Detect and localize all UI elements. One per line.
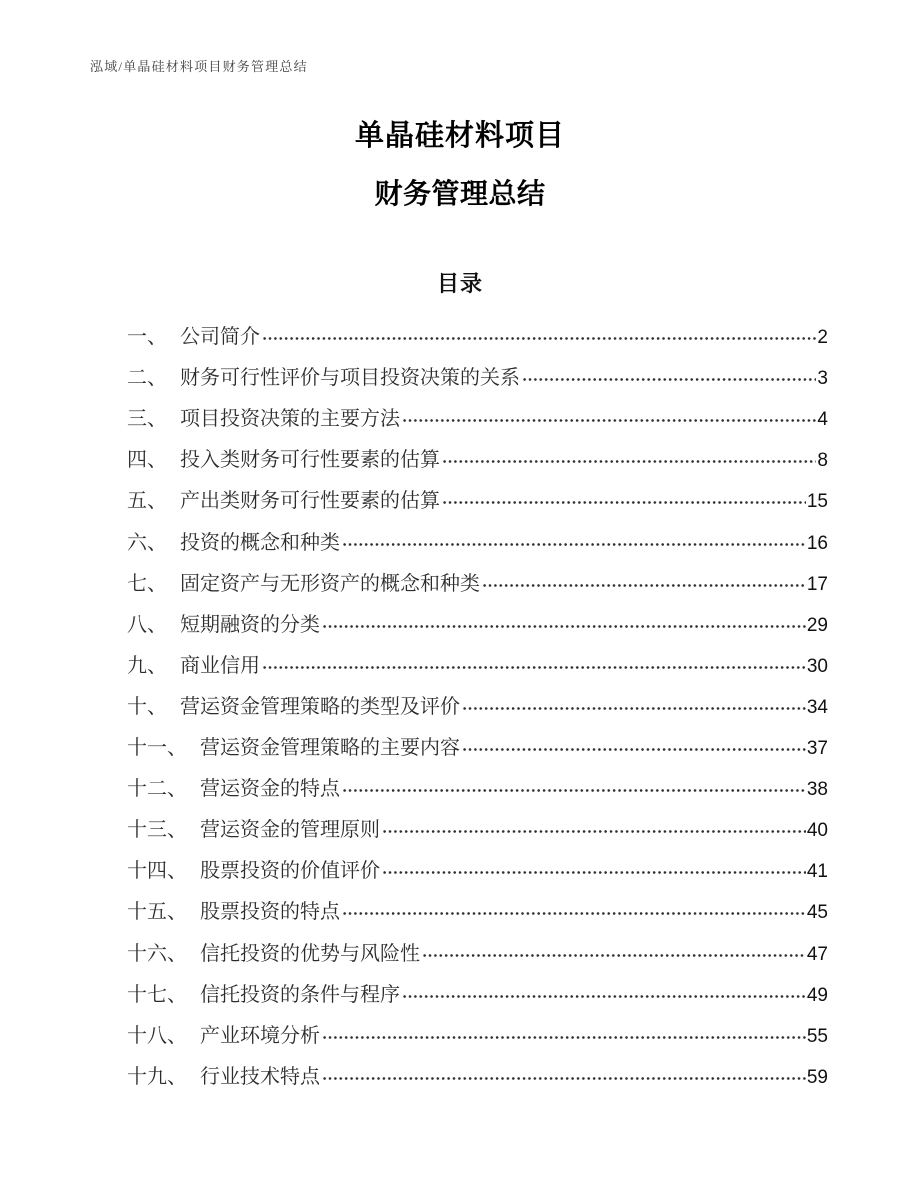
toc-entry-page-number: 34 [806, 696, 828, 718]
toc-entry-title: 短期融资的分类 [180, 613, 320, 636]
toc-entry-page-number: 16 [806, 532, 828, 554]
toc-entry-title: 公司简介 [180, 326, 260, 349]
document-title-line1: 单晶硅材料项目 [354, 120, 565, 152]
toc-entry-title: 产出类财务可行性要素的估算 [180, 490, 440, 513]
toc-entry[interactable] [127, 393, 828, 434]
toc-entry-title: 营运资金的特点 [200, 778, 340, 801]
toc-entry[interactable] [127, 722, 828, 763]
toc-entry-page-number: 59 [806, 1066, 828, 1088]
toc-entry-page-number: 37 [806, 738, 828, 760]
toc-dotted-leader [383, 829, 806, 834]
toc-dotted-leader [263, 665, 806, 670]
toc-entry-page-number: 47 [806, 943, 828, 965]
toc-entry-number: 十三、 [127, 819, 187, 842]
toc-entry-page-number: 49 [806, 984, 828, 1006]
toc-entry-page-number: 41 [806, 861, 828, 883]
toc-entry-title: 营运资金管理策略的类型及评价 [180, 695, 460, 718]
toc-list [127, 311, 828, 1092]
toc-heading: 目录 [436, 271, 483, 296]
toc-dotted-leader [423, 953, 806, 958]
toc-entry-number: 十七、 [127, 983, 187, 1006]
toc-entry-page-number: 29 [806, 614, 828, 636]
toc-entry-title: 投入类财务可行性要素的估算 [180, 449, 440, 472]
toc-entry-page-number: 40 [806, 820, 828, 842]
toc-dotted-leader [323, 624, 806, 629]
toc-entry-number: 五、 [127, 490, 167, 513]
toc-entry-number: 十四、 [127, 860, 187, 883]
toc-entry-page-number: 55 [806, 1025, 828, 1047]
toc-entry[interactable] [127, 311, 828, 352]
toc-entry[interactable] [127, 845, 828, 886]
toc-entry-page-number: 17 [806, 573, 828, 595]
toc-dotted-leader [463, 747, 806, 752]
toc-entry-number: 十八、 [127, 1024, 187, 1047]
toc-dotted-leader [463, 706, 806, 711]
toc-entry[interactable] [127, 927, 828, 968]
toc-entry-page-number: 4 [817, 409, 828, 431]
toc-entry[interactable] [127, 886, 828, 927]
toc-dotted-leader [403, 418, 816, 423]
toc-entry-number: 十五、 [127, 901, 187, 924]
toc-dotted-leader [343, 911, 806, 916]
toc-entry-page-number: 3 [817, 368, 828, 390]
toc-dotted-leader [443, 500, 806, 505]
toc-entry-title: 营运资金的管理原则 [200, 819, 380, 842]
toc-entry[interactable] [127, 558, 828, 599]
toc-dotted-leader [343, 788, 806, 793]
toc-dotted-leader [383, 870, 806, 875]
toc-dotted-leader [343, 542, 806, 547]
toc-dotted-leader [323, 1035, 806, 1040]
toc-entry-number: 十一、 [127, 737, 187, 760]
toc-entry-title: 固定资产与无形资产的概念和种类 [180, 572, 480, 595]
toc-entry-title: 行业技术特点 [200, 1065, 320, 1088]
toc-entry-title: 股票投资的特点 [200, 901, 340, 924]
toc-entry-page-number: 8 [817, 450, 828, 472]
toc-dotted-leader [523, 377, 816, 382]
toc-entry-page-number: 2 [817, 327, 828, 349]
toc-entry[interactable] [127, 640, 828, 681]
toc-entry-number: 六、 [127, 531, 167, 554]
toc-entry-number: 一、 [127, 326, 167, 349]
toc-entry-title: 项目投资决策的主要方法 [180, 408, 400, 431]
toc-entry-title: 产业环境分析 [200, 1024, 320, 1047]
toc-entry-number: 九、 [127, 654, 167, 677]
toc-entry-title: 投资的概念和种类 [180, 531, 340, 554]
toc-entry[interactable] [127, 804, 828, 845]
toc-entry-number: 十六、 [127, 942, 187, 965]
toc-entry-number: 三、 [127, 408, 167, 431]
toc-entry[interactable] [127, 352, 828, 393]
toc-entry[interactable] [127, 969, 828, 1010]
toc-entry[interactable] [127, 763, 828, 804]
toc-entry[interactable] [127, 475, 828, 516]
toc-entry-title: 财务可行性评价与项目投资决策的关系 [180, 367, 520, 390]
toc-entry-number: 十二、 [127, 778, 187, 801]
toc-entry-title: 营运资金管理策略的主要内容 [200, 737, 460, 760]
toc-dotted-leader [403, 994, 806, 999]
toc-dotted-leader [443, 459, 816, 464]
toc-entry-number: 七、 [127, 572, 167, 595]
toc-entry-number: 二、 [127, 367, 167, 390]
toc-entry[interactable] [127, 516, 828, 557]
toc-entry-page-number: 38 [806, 779, 828, 801]
toc-entry-title: 信托投资的优势与风险性 [200, 942, 420, 965]
toc-entry-page-number: 45 [806, 902, 828, 924]
document-header-text: 泓域/单晶硅材料项目财务管理总结 [90, 59, 308, 74]
toc-entry-page-number: 30 [806, 655, 828, 677]
document-title-line2: 财务管理总结 [374, 178, 546, 209]
toc-dotted-leader [483, 583, 806, 588]
toc-entry-page-number: 15 [806, 491, 828, 513]
toc-entry[interactable] [127, 599, 828, 640]
toc-entry[interactable] [127, 1051, 828, 1092]
toc-entry[interactable] [127, 681, 828, 722]
toc-entry-number: 四、 [127, 449, 167, 472]
toc-entry-number: 十、 [127, 695, 167, 718]
toc-entry[interactable] [127, 434, 828, 475]
toc-entry-title: 商业信用 [180, 654, 260, 677]
toc-entry-number: 八、 [127, 613, 167, 636]
toc-dotted-leader [263, 336, 816, 341]
toc-entry-title: 股票投资的价值评价 [200, 860, 380, 883]
toc-entry[interactable] [127, 1010, 828, 1051]
toc-entry-number: 十九、 [127, 1065, 187, 1088]
toc-entry-title: 信托投资的条件与程序 [200, 983, 400, 1006]
toc-dotted-leader [323, 1076, 806, 1081]
